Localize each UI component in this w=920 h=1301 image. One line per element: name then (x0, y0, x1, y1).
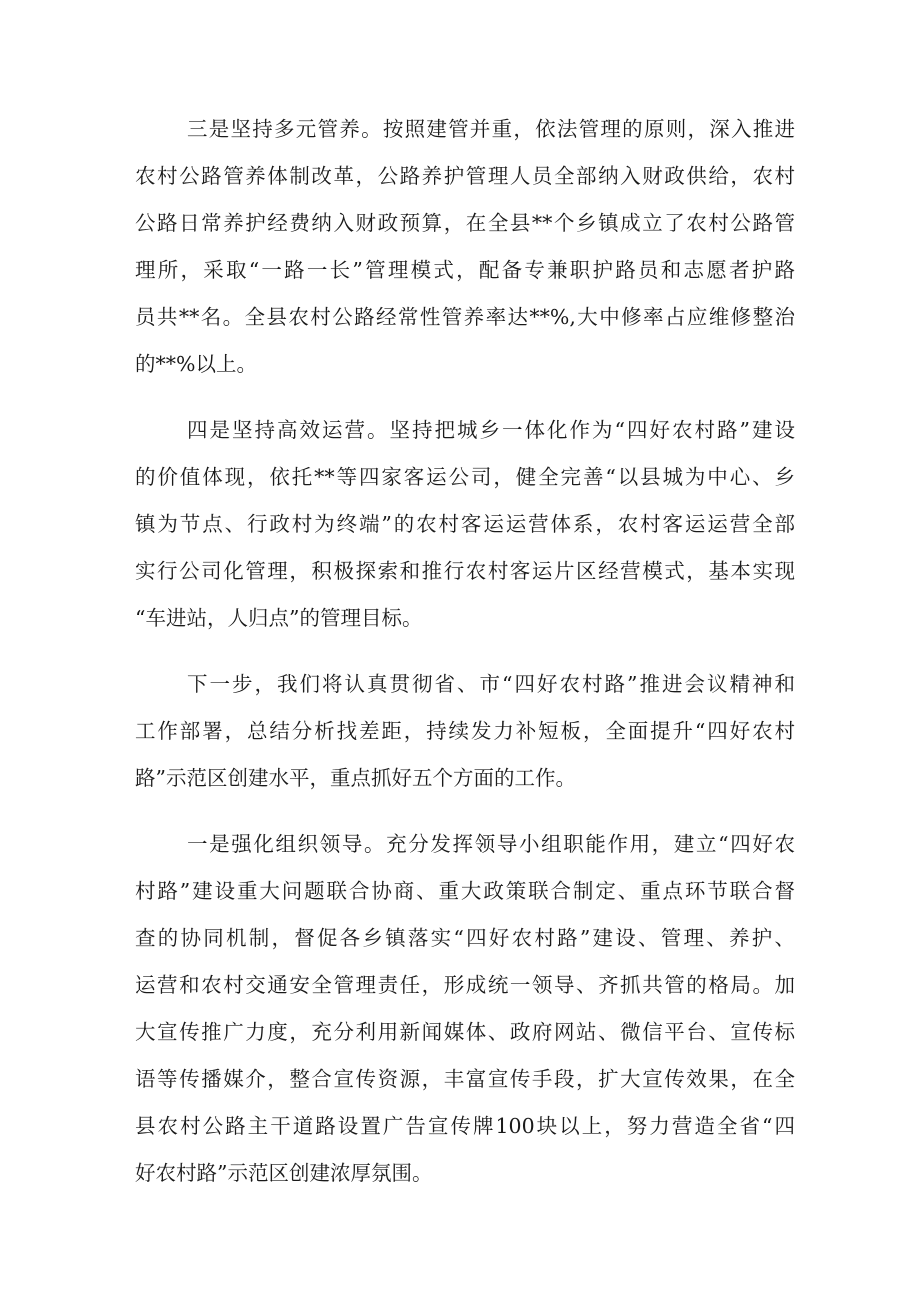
paragraph-1-line-4: 理所，采取“一路一长”管理模式，配备专兼职护路员和志愿者护路 (135, 258, 795, 282)
paragraph-1-line-2: 农村公路管养体制改革，公路养护管理人员全部纳入财政供给，农村 (135, 164, 795, 188)
paragraph-2-line-3: 镇为节点、行政村为终端”的农村客运运营体系，农村客运运营全部 (135, 512, 795, 536)
paragraph-4-line-7: 县农村公路主干道路设置广告宣传牌100块以上，努力营造全省“四 (135, 1114, 795, 1138)
paragraph-4-line-4: 运营和农村交通安全管理责任，形成统一领导、齐抓共管的格局。加 (135, 973, 795, 997)
paragraph-3-line-1: 下一步，我们将认真贯彻省、市“四好农村路”推进会议精神和 (187, 672, 795, 696)
paragraph-4-line-8: 好农村路”示范区创建浓厚氛围。 (135, 1161, 433, 1185)
paragraph-1-line-6: 的**%以上。 (135, 352, 257, 376)
paragraph-4-line-5: 大宣传推广力度，充分利用新闻媒体、政府网站、微信平台、宣传标 (135, 1020, 795, 1044)
paragraph-2-line-2: 的价值体现，依托**等四家客运公司，健全完善“以县城为中心、乡 (135, 465, 795, 489)
paragraph-1-line-5: 员共**名。全县农村公路经常性管养率达**%,大中修率占应维修整治 (135, 305, 795, 329)
paragraph-4-line-3: 查的协同机制，督促各乡镇落实“四好农村路”建设、管理、养护、 (135, 926, 795, 950)
paragraph-1-line-1: 三是坚持多元管养。按照建管并重，依法管理的原则，深入推进 (187, 117, 795, 141)
paragraph-4-line-2: 村路”建设重大问题联合协商、重大政策联合制定、重点环节联合督 (135, 879, 795, 903)
paragraph-2-line-5: “车进站，人归点”的管理目标。 (135, 606, 423, 630)
paragraph-2-line-4: 实行公司化管理，积极探索和推行农村客运片区经营模式，基本实现 (135, 559, 795, 583)
paragraph-3-line-3: 路”示范区创建水平，重点抓好五个方面的工作。 (135, 766, 576, 790)
paragraph-4-line-6: 语等传播媒介，整合宣传资源，丰富宣传手段，扩大宣传效果，在全 (135, 1067, 795, 1091)
paragraph-1-line-3: 公路日常养护经费纳入财政预算，在全县**个乡镇成立了农村公路管 (135, 211, 795, 235)
paragraph-2-line-1: 四是坚持高效运营。坚持把城乡一体化作为“四好农村路”建设 (187, 418, 795, 442)
paragraph-4-line-1: 一是强化组织领导。充分发挥领导小组职能作用，建立“四好农 (187, 832, 795, 856)
paragraph-3-line-2: 工作部署，总结分析找差距，持续发力补短板，全面提升“四好农村 (135, 719, 795, 743)
